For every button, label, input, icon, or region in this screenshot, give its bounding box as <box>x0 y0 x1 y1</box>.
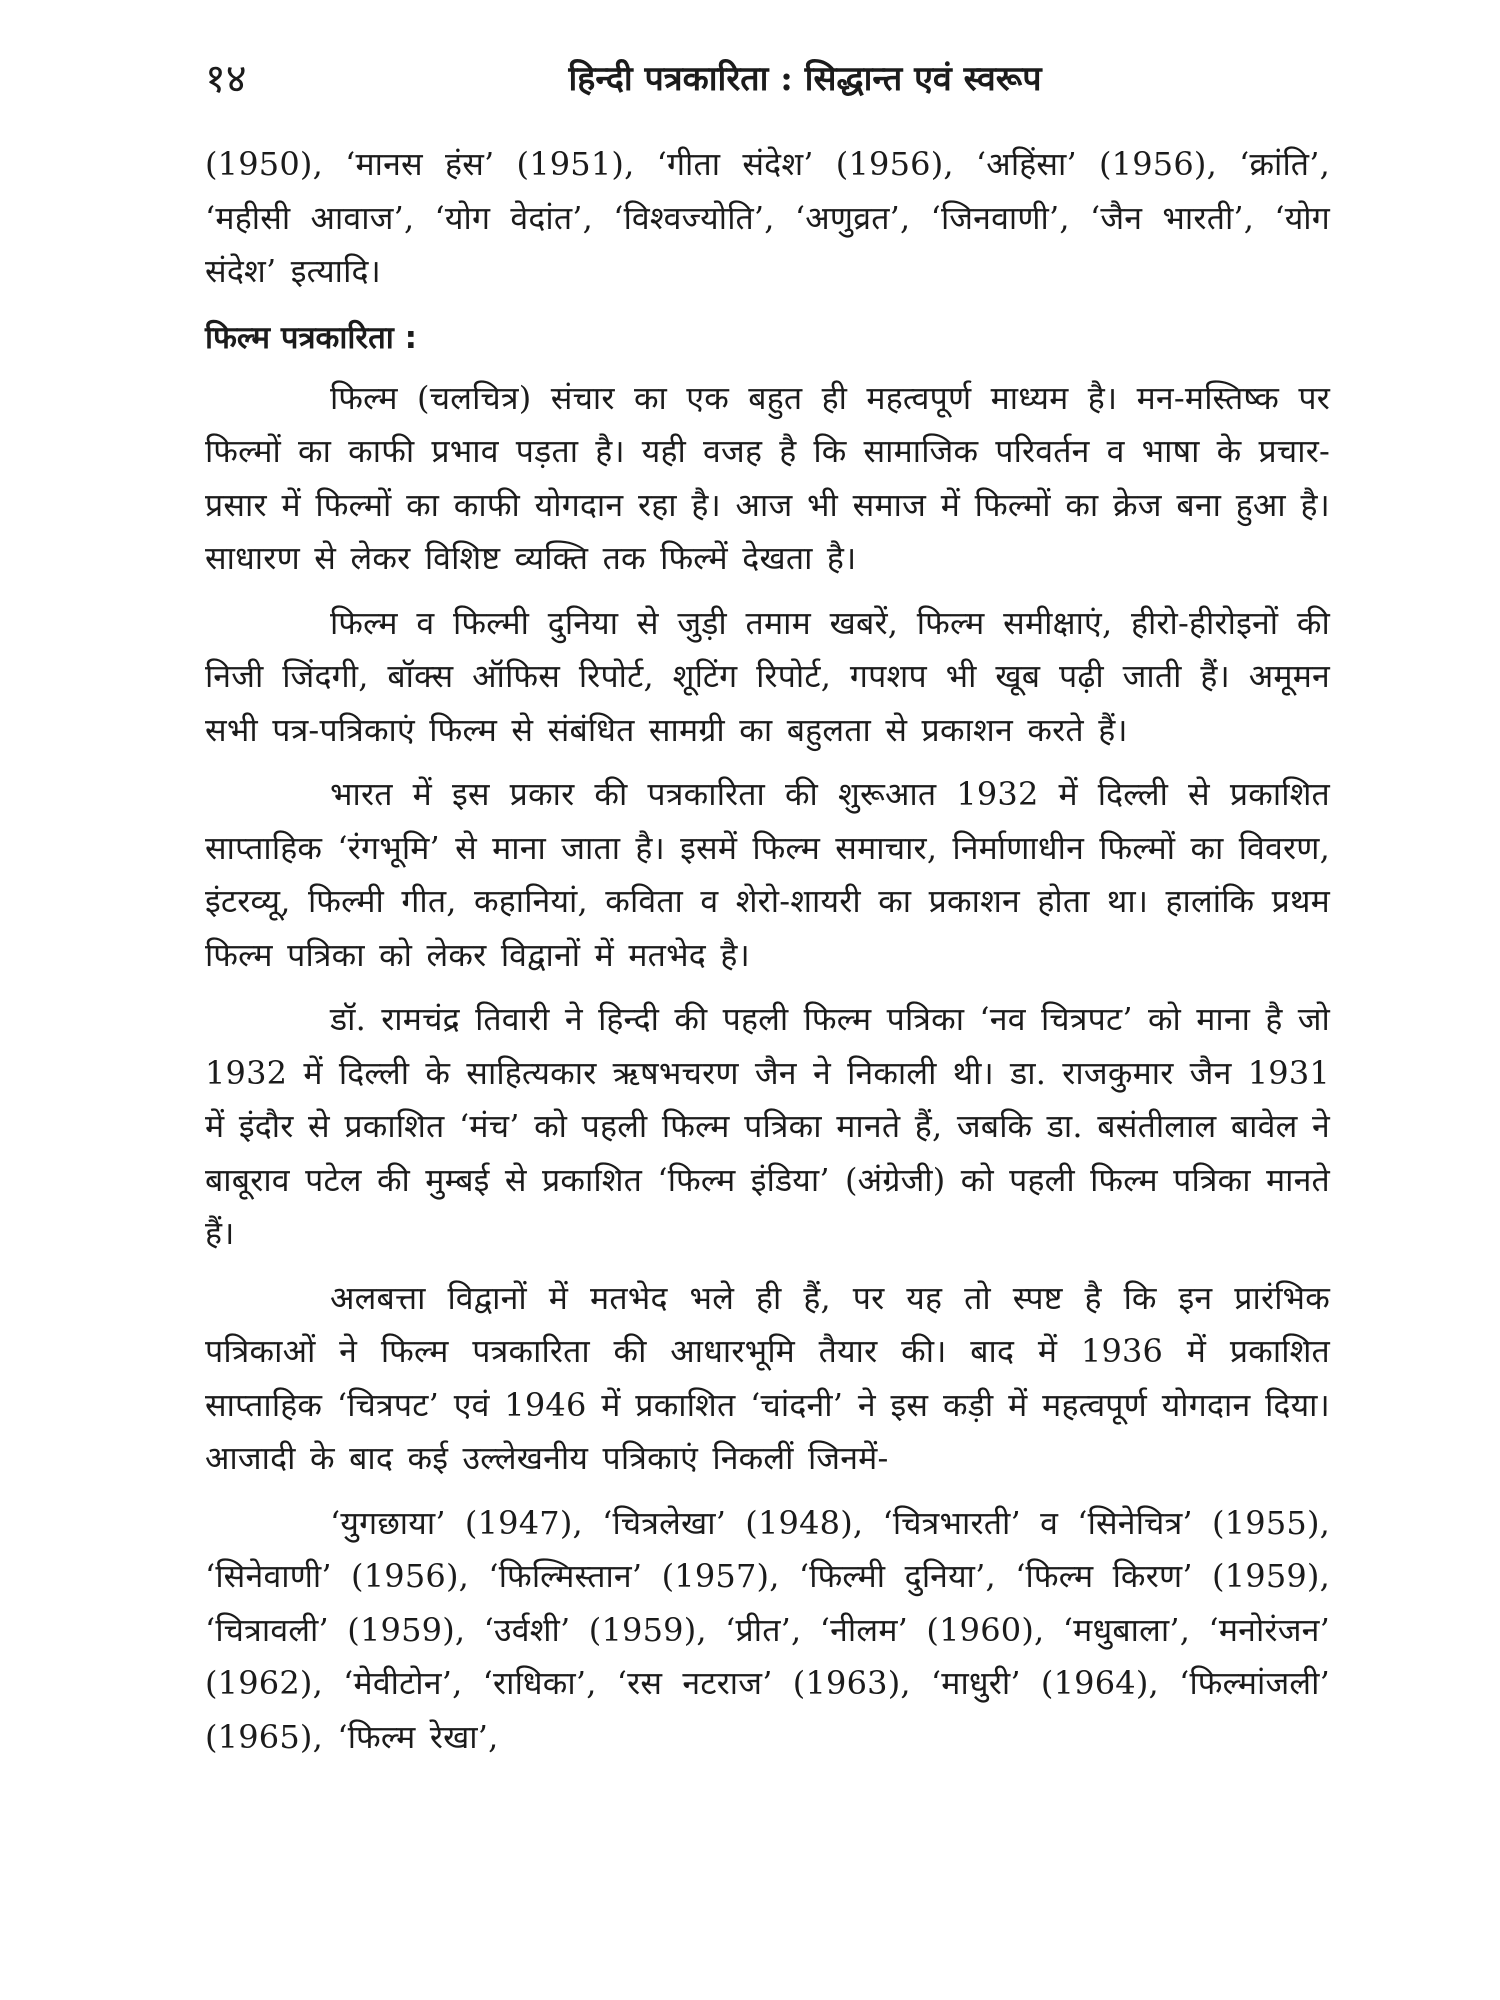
paragraph-first-film-magazine: डॉ. रामचंद्र तिवारी ने हिन्दी की पहली फिल्म पत्रिका ‘नव चित्रपट’ को माना है जो 1932 में दिल्ली के साहित्यकार ऋषभचरण जैन ने निकाली थी। डा. राजकुमार जैन 1931 में इंदौर से प्रकाशित ‘मंच’ को पहली फिल्म पत्रिका मानते हैं, जबकि डा. बसंतीलाल बावेल ने बाबूराव पटेल की मुम्बई से प्रकाशित ‘फिल्म इंडिया’ (अंग्रेजी) को पहली फिल्म पत्रिका मानते हैं। <box>205 1000 1330 1252</box>
paragraph-early-magazines: अलबत्ता विद्वानों में मतभेद भले ही हैं, पर यह तो स्पष्ट है कि इन प्रारंभिक पत्रिकाओं ने फिल्म पत्रकारिता की आधारभूमि तैयार की। बाद में 1936 में प्रकाशित साप्ताहिक ‘चित्रपट’ एवं 1946 में प्रकाशित ‘चांदनी’ ने इस कड़ी में महत्वपूर्ण योगदान दिया। आजादी के बाद कई उल्लेखनीय पत्रिकाएं निकलीं जिनमें- <box>205 1278 1330 1477</box>
body-text <box>205 138 1330 1775</box>
page-number: १४ <box>205 56 247 102</box>
paragraph-continuation: (1950), ‘मानस हंस’ (1951), ‘गीता संदेश’ (1956), ‘अहिंसा’ (1956), ‘क्रांति’, ‘महीसी आवाज’, ‘योग वेदांत’, ‘विश्वज्योति’, ‘अणुव्रत’, ‘जिनवाणी’, ‘जैन भारती’, ‘योग संदेश’ इत्यादि। <box>205 145 1330 290</box>
running-title: हिन्दी पत्रकारिता : सिद्धान्त एवं स्वरूप <box>568 59 1042 99</box>
paragraph-film-medium: फिल्म (चलचित्र) संचार का एक बहुत ही महत्वपूर्ण माध्यम है। मन-मस्तिष्क पर फिल्मों का काफी प्रभाव पड़ता है। यही वजह है कि सामाजिक परिवर्तन व भाषा के प्रचार-प्रसार में फिल्मों का काफी योगदान रहा है। आज भी समाज में फिल्मों का क्रेज बना हुआ है। साधारण से लेकर विशिष्ट व्यक्ति तक फिल्में देखता है। <box>205 378 1330 577</box>
section-heading: फिल्म पत्रकारिता : <box>205 319 417 356</box>
paragraph-beginning-in-india: भारत में इस प्रकार की पत्रकारिता की शुरूआत 1932 में दिल्ली से प्रकाशित साप्ताहिक ‘रंगभूमि’ से माना जाता है। इसमें फिल्म समाचार, निर्माणाधीन फिल्मों का विवरण, इंटरव्यू, फिल्मी गीत, कहानियां, कविता व शेरो-शायरी का प्रकाशन होता था। हालांकि प्रथम फिल्म पत्रिका को लेकर विद्वानों में मतभेद है। <box>205 775 1330 974</box>
paragraph-magazine-list: ‘युगछाया’ (1947), ‘चित्रलेखा’ (1948), ‘चित्रभारती’ व ‘सिनेचित्र’ (1955), ‘सिनेवाणी’ (1956), ‘फिल्मिस्तान’ (1957), ‘फिल्मी दुनिया’, ‘फिल्म किरण’ (1959), ‘चित्रावली’ (1959), ‘उर्वशी’ (1959), ‘प्रीत’, ‘नीलम’ (1960), ‘मधुबाला’, ‘मनोरंजन’ (1962), ‘मेवीटोन’, ‘राधिका’, ‘रस नटराज’ (1963), ‘माधुरी’ (1964), ‘फिल्मांजली’ (1965), ‘फिल्म रेखा’, <box>205 1503 1330 1756</box>
paragraph-film-news: फिल्म व फिल्मी दुनिया से जुड़ी तमाम खबरें, फिल्म समीक्षाएं, हीरो-हीरोइनों की निजी जिंदगी, बॉक्स ऑफिस रिपोर्ट, शूटिंग रिपोर्ट, गपशप भी खूब पढ़ी जाती हैं। अमूमन सभी पत्र-पत्रिकाएं फिल्म से संबंधित सामग्री का बहुलता से प्रकाशन करते हैं। <box>205 603 1330 749</box>
running-header <box>205 48 1330 118</box>
